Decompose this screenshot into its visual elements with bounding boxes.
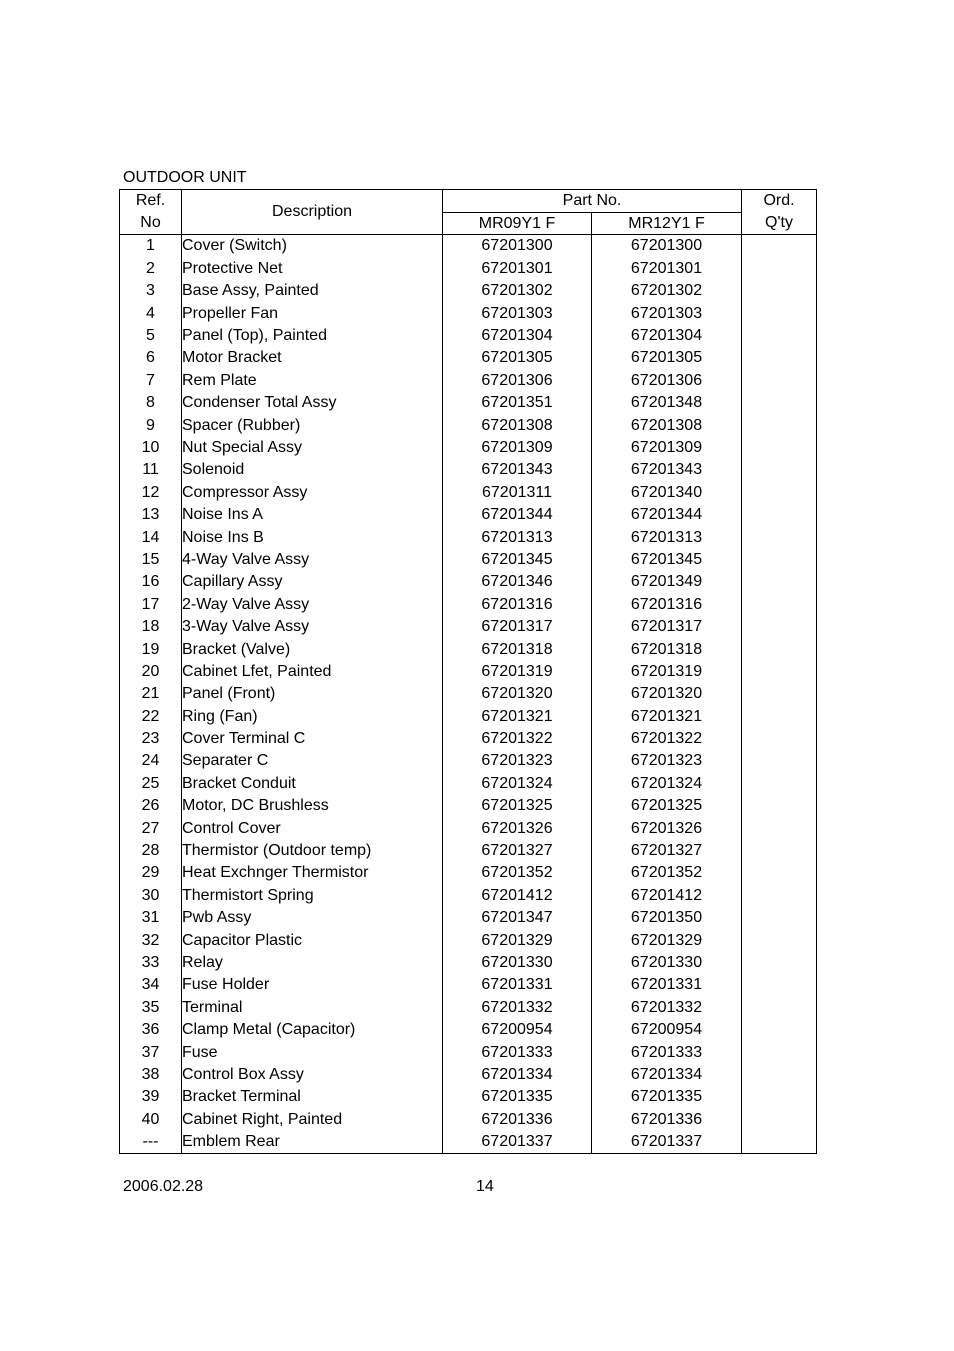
description-cell: Control Box Assy [182,1063,443,1085]
part-no-mr12-cell: 67201327 [592,840,742,862]
parts-table [119,189,817,1154]
part-no-mr09-cell: 67201320 [443,683,592,705]
description-cell: Cover Terminal C [182,728,443,750]
part-no-mr09-cell: 67201344 [443,504,592,526]
table-row [120,638,817,660]
description-cell: Emblem Rear [182,1131,443,1154]
order-qty-cell [742,705,817,727]
description-cell: Condenser Total Assy [182,392,443,414]
description-cell: Propeller Fan [182,302,443,324]
ref-cell: 4 [120,302,182,324]
part-no-mr09-cell: 67201412 [443,884,592,906]
table-row [120,728,817,750]
description-cell: Heat Exchnger Thermistor [182,862,443,884]
parts-table-body [120,235,817,1154]
part-no-mr12-cell: 67201322 [592,728,742,750]
description-cell: Fuse [182,1041,443,1063]
order-qty-cell [742,840,817,862]
part-no-mr12-cell: 67201303 [592,302,742,324]
part-no-mr12-cell: 67201349 [592,571,742,593]
ref-cell: 31 [120,907,182,929]
part-no-mr09-cell: 67201313 [443,526,592,548]
ref-cell: 40 [120,1108,182,1130]
part-no-mr12-cell: 67201316 [592,593,742,615]
description-cell: 4-Way Valve Assy [182,548,443,570]
ref-cell: 1 [120,235,182,258]
order-qty-cell [742,459,817,481]
order-qty-cell [742,1086,817,1108]
header-ord-bottom: Q'ty [742,212,817,235]
ref-cell: 23 [120,728,182,750]
ref-cell: 3 [120,280,182,302]
part-no-mr09-cell: 67201333 [443,1041,592,1063]
table-row [120,907,817,929]
order-qty-cell [742,1063,817,1085]
description-cell: Fuse Holder [182,974,443,996]
order-qty-cell [742,504,817,526]
part-no-mr12-cell: 67201345 [592,548,742,570]
order-qty-cell [742,414,817,436]
part-no-mr12-cell: 67201340 [592,481,742,503]
order-qty-cell [742,481,817,503]
order-qty-cell [742,817,817,839]
order-qty-cell [742,929,817,951]
description-cell: Pwb Assy [182,907,443,929]
order-qty-cell [742,750,817,772]
part-no-mr09-cell: 67201326 [443,817,592,839]
part-no-mr09-cell: 67201332 [443,996,592,1018]
order-qty-cell [742,728,817,750]
table-row [120,347,817,369]
order-qty-cell [742,369,817,391]
order-qty-cell [742,548,817,570]
part-no-mr12-cell: 67201324 [592,772,742,794]
ref-cell: 9 [120,414,182,436]
part-no-mr09-cell: 67201309 [443,437,592,459]
ref-cell: 2 [120,257,182,279]
ref-cell: 6 [120,347,182,369]
description-cell: Control Cover [182,817,443,839]
table-row [120,392,817,414]
ref-cell: 36 [120,1019,182,1041]
ref-cell: --- [120,1131,182,1154]
ref-cell: 16 [120,571,182,593]
order-qty-cell [742,347,817,369]
part-no-mr09-cell: 67201345 [443,548,592,570]
part-no-mr12-cell: 67201323 [592,750,742,772]
part-no-mr12-cell: 67201350 [592,907,742,929]
order-qty-cell [742,1131,817,1154]
order-qty-cell [742,638,817,660]
table-row [120,929,817,951]
table-row [120,437,817,459]
table-row [120,414,817,436]
order-qty-cell [742,996,817,1018]
table-row [120,795,817,817]
table-row [120,996,817,1018]
part-no-mr12-cell: 67201317 [592,616,742,638]
order-qty-cell [742,795,817,817]
table-row [120,257,817,279]
ref-cell: 24 [120,750,182,772]
part-no-mr12-cell: 67201344 [592,504,742,526]
part-no-mr09-cell: 67201324 [443,772,592,794]
description-cell: Bracket Conduit [182,772,443,794]
ref-cell: 11 [120,459,182,481]
order-qty-cell [742,392,817,414]
description-cell: Solenoid [182,459,443,481]
ref-cell: 21 [120,683,182,705]
table-row [120,750,817,772]
table-row [120,459,817,481]
part-no-mr12-cell: 67201309 [592,437,742,459]
ref-cell: 15 [120,548,182,570]
description-cell: Separater C [182,750,443,772]
table-row [120,1108,817,1130]
ref-cell: 7 [120,369,182,391]
table-row [120,1019,817,1041]
order-qty-cell [742,235,817,258]
description-cell: Motor Bracket [182,347,443,369]
parts-table-header [120,190,817,235]
header-model-2: MR12Y1 F [592,212,742,235]
part-no-mr12-cell: 67201326 [592,817,742,839]
description-cell: Base Assy, Painted [182,280,443,302]
part-no-mr09-cell: 67201336 [443,1108,592,1130]
description-cell: Motor, DC Brushless [182,795,443,817]
order-qty-cell [742,884,817,906]
table-row [120,683,817,705]
part-no-mr12-cell: 67201330 [592,952,742,974]
description-cell: Cover (Switch) [182,235,443,258]
description-cell: Compressor Assy [182,481,443,503]
ref-cell: 12 [120,481,182,503]
table-row [120,1063,817,1085]
table-row [120,1086,817,1108]
part-no-mr09-cell: 67201319 [443,660,592,682]
order-qty-cell [742,1041,817,1063]
part-no-mr12-cell: 67201343 [592,459,742,481]
part-no-mr09-cell: 67200954 [443,1019,592,1041]
ref-cell: 33 [120,952,182,974]
order-qty-cell [742,660,817,682]
table-row [120,772,817,794]
table-row [120,1131,817,1154]
description-cell: Spacer (Rubber) [182,414,443,436]
part-no-mr12-cell: 67201306 [592,369,742,391]
table-row [120,840,817,862]
page-number: 14 [476,1178,494,1195]
header-part-no: Part No. [443,190,742,213]
ref-cell: 14 [120,526,182,548]
part-no-mr12-cell: 67201313 [592,526,742,548]
ref-cell: 8 [120,392,182,414]
ref-cell: 26 [120,795,182,817]
ref-cell: 10 [120,437,182,459]
description-cell: Bracket Terminal [182,1086,443,1108]
order-qty-cell [742,952,817,974]
table-row [120,705,817,727]
part-no-mr12-cell: 67201336 [592,1108,742,1130]
description-cell: Capacitor Plastic [182,929,443,951]
description-cell: Relay [182,952,443,974]
part-no-mr12-cell: 67201332 [592,996,742,1018]
table-row [120,593,817,615]
ref-cell: 27 [120,817,182,839]
description-cell: Thermistor (Outdoor temp) [182,840,443,862]
description-cell: Noise Ins B [182,526,443,548]
part-no-mr12-cell: 67201300 [592,235,742,258]
part-no-mr12-cell: 67201348 [592,392,742,414]
part-no-mr12-cell: 67201329 [592,929,742,951]
ref-cell: 29 [120,862,182,884]
part-no-mr09-cell: 67201304 [443,325,592,347]
ref-cell: 32 [120,929,182,951]
part-no-mr09-cell: 67201323 [443,750,592,772]
description-cell: Cabinet Lfet, Painted [182,660,443,682]
description-cell: Panel (Top), Painted [182,325,443,347]
order-qty-cell [742,974,817,996]
table-row [120,817,817,839]
ref-cell: 28 [120,840,182,862]
ref-cell: 18 [120,616,182,638]
table-row [120,660,817,682]
order-qty-cell [742,257,817,279]
order-qty-cell [742,683,817,705]
part-no-mr09-cell: 67201300 [443,235,592,258]
part-no-mr09-cell: 67201311 [443,481,592,503]
ref-cell: 13 [120,504,182,526]
part-no-mr09-cell: 67201330 [443,952,592,974]
part-no-mr12-cell: 67201331 [592,974,742,996]
description-cell: 2-Way Valve Assy [182,593,443,615]
ref-cell: 37 [120,1041,182,1063]
section-title: OUTDOOR UNIT [123,169,247,186]
part-no-mr12-cell: 67201318 [592,638,742,660]
part-no-mr12-cell: 67201335 [592,1086,742,1108]
order-qty-cell [742,437,817,459]
header-model-1: MR09Y1 F [443,212,592,235]
order-qty-cell [742,772,817,794]
order-qty-cell [742,302,817,324]
ref-cell: 17 [120,593,182,615]
order-qty-cell [742,526,817,548]
footer-date: 2006.02.28 [123,1178,204,1195]
header-ref-top: Ref. [120,190,182,213]
part-no-mr12-cell: 67201333 [592,1041,742,1063]
table-row [120,235,817,258]
part-no-mr12-cell: 67201321 [592,705,742,727]
order-qty-cell [742,1108,817,1130]
part-no-mr12-cell: 67201325 [592,795,742,817]
ref-cell: 5 [120,325,182,347]
table-row [120,526,817,548]
part-no-mr12-cell: 67201319 [592,660,742,682]
order-qty-cell [742,593,817,615]
part-no-mr12-cell: 67201308 [592,414,742,436]
order-qty-cell [742,1019,817,1041]
header-ref-bottom: No [120,212,182,235]
part-no-mr09-cell: 67201317 [443,616,592,638]
ref-cell: 35 [120,996,182,1018]
description-cell: Rem Plate [182,369,443,391]
order-qty-cell [742,862,817,884]
ref-cell: 20 [120,660,182,682]
table-row [120,974,817,996]
part-no-mr09-cell: 67201351 [443,392,592,414]
part-no-mr12-cell: 67200954 [592,1019,742,1041]
table-row [120,302,817,324]
part-no-mr09-cell: 67201308 [443,414,592,436]
part-no-mr12-cell: 67201334 [592,1063,742,1085]
table-row [120,884,817,906]
part-no-mr09-cell: 67201316 [443,593,592,615]
order-qty-cell [742,616,817,638]
description-cell: Thermistort Spring [182,884,443,906]
table-row [120,369,817,391]
part-no-mr12-cell: 67201301 [592,257,742,279]
part-no-mr12-cell: 67201337 [592,1131,742,1154]
order-qty-cell [742,325,817,347]
ref-cell: 38 [120,1063,182,1085]
table-row [120,548,817,570]
part-no-mr09-cell: 67201303 [443,302,592,324]
ref-cell: 19 [120,638,182,660]
table-row [120,481,817,503]
header-ord-top: Ord. [742,190,817,213]
table-row [120,325,817,347]
part-no-mr09-cell: 67201347 [443,907,592,929]
part-no-mr09-cell: 67201321 [443,705,592,727]
part-no-mr09-cell: 67201327 [443,840,592,862]
description-cell: Bracket (Valve) [182,638,443,660]
order-qty-cell [742,280,817,302]
ref-cell: 39 [120,1086,182,1108]
part-no-mr09-cell: 67201306 [443,369,592,391]
description-cell: Terminal [182,996,443,1018]
part-no-mr09-cell: 67201352 [443,862,592,884]
part-no-mr09-cell: 67201331 [443,974,592,996]
description-cell: Panel (Front) [182,683,443,705]
part-no-mr09-cell: 67201337 [443,1131,592,1154]
part-no-mr09-cell: 67201305 [443,347,592,369]
table-row [120,504,817,526]
ref-cell: 22 [120,705,182,727]
table-row [120,280,817,302]
description-cell: Noise Ins A [182,504,443,526]
part-no-mr09-cell: 67201318 [443,638,592,660]
ref-cell: 34 [120,974,182,996]
part-no-mr09-cell: 67201302 [443,280,592,302]
table-row [120,616,817,638]
description-cell: Ring (Fan) [182,705,443,727]
table-row [120,571,817,593]
table-row [120,1041,817,1063]
ref-cell: 30 [120,884,182,906]
description-cell: Cabinet Right, Painted [182,1108,443,1130]
part-no-mr09-cell: 67201322 [443,728,592,750]
part-no-mr12-cell: 67201352 [592,862,742,884]
part-no-mr09-cell: 67201301 [443,257,592,279]
description-cell: Capillary Assy [182,571,443,593]
part-no-mr09-cell: 67201329 [443,929,592,951]
part-no-mr12-cell: 67201412 [592,884,742,906]
part-no-mr09-cell: 67201325 [443,795,592,817]
order-qty-cell [742,907,817,929]
part-no-mr12-cell: 67201302 [592,280,742,302]
description-cell: Clamp Metal (Capacitor) [182,1019,443,1041]
order-qty-cell [742,571,817,593]
description-cell: Nut Special Assy [182,437,443,459]
header-description: Description [182,190,443,235]
part-no-mr12-cell: 67201305 [592,347,742,369]
description-cell: 3-Way Valve Assy [182,616,443,638]
part-no-mr12-cell: 67201320 [592,683,742,705]
description-cell: Protective Net [182,257,443,279]
part-no-mr09-cell: 67201334 [443,1063,592,1085]
table-row [120,862,817,884]
part-no-mr09-cell: 67201346 [443,571,592,593]
part-no-mr09-cell: 67201335 [443,1086,592,1108]
part-no-mr12-cell: 67201304 [592,325,742,347]
table-row [120,952,817,974]
part-no-mr09-cell: 67201343 [443,459,592,481]
ref-cell: 25 [120,772,182,794]
